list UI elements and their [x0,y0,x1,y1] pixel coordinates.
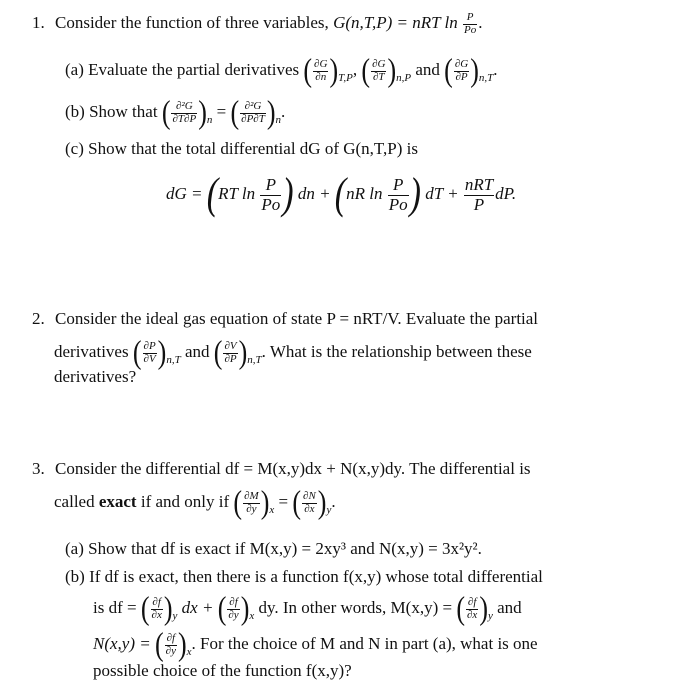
q1a-d2-sub: n,P [396,71,412,84]
q1b-l-sub: n [206,113,213,126]
q1b-r-num: ∂²G [244,99,262,112]
q1-function: G(n,T,P) = nRT ln [333,12,458,32]
q1a-label: (a) [65,59,84,79]
q3a-text: Show that df is exact if M(x,y) = 2xy³ and N(x,y) = 3x²y². [88,539,482,558]
eq-t3-num: nRT [464,175,494,194]
eq-t1-frac [260,176,281,214]
q3b-f2-num: ∂f [229,595,238,608]
q2-deriv-2 [223,341,237,365]
q3-r-sub: y [326,503,332,516]
q1a-d3-num: ∂G [454,57,469,70]
q3b-line-3: N(x,y) = ( $\frac{\partial f}{\partial y}$ )$_x$. For the choice of M and N in part (a), what is one [93,626,538,663]
q1c-line [65,140,418,157]
q3-right-deriv [302,491,317,515]
q3b-line-4 [93,662,352,679]
q1c-equation: dG = (RT ln $\frac{P}{Po}$ ) dn + (nR ln $\frac{P}{Po}$ ) dT + nRT P dP. [166,170,517,219]
eq-term-2: nR ln [346,184,383,204]
q3-number: 3. [32,459,45,478]
q1-intro: Consider the function of three variables, [55,12,329,32]
q1a-and: and [415,59,440,79]
q3b-f3-sub: y [488,609,493,622]
q2-line-2: derivatives ( $\frac{\partial P}{\partial V}$ )$_{n,T}$ and ( $\frac{\partial V}{\partial P}$ )$_{n,T}$. What is the relationship between these [54,334,532,371]
q3b-label: (b) [65,567,85,586]
q3b-N: N(x,y) = [93,633,151,653]
q1b-text: Show that [89,101,158,121]
q1c-text: Show that the total differential dG of G(n,T,P) is [88,139,418,158]
q3b-dy: dy. In other words, M(x,y) = [258,597,453,617]
q3-r-num: ∂N [303,489,316,502]
q2-line2-tail: . What is the relationship between these [261,341,532,361]
q1a-d1-sub: T,P [338,71,353,84]
q1a-deriv-2 [371,59,386,83]
q3-exact-term: exact [98,491,137,511]
eq-t2-frac [388,176,409,214]
q2-number: 2. [32,309,45,328]
q1b-line: (b) Show that ( $\frac{\text{∂²G}}{\partial T\partial P}$ )$_n$ = ( $\frac{\text{∂²G}}{\partial P\partial T}$ )$_n$. [65,94,286,131]
q1-fn-frac-num: P [466,11,474,23]
q3b-f2-den: ∂y [228,608,239,621]
q1a-deriv-3 [454,59,469,83]
q3b-tail: . For the choice of M and N in part (a), what is one [191,633,538,653]
q3-r-den: ∂x [302,503,317,516]
eq-t3-den: P [464,195,494,215]
q3-iff: if and only if [140,491,230,511]
q3-l-num: ∂M [244,489,259,502]
q3b-f3-den: ∂x [467,608,478,621]
q1a-d3-den: ∂P [455,70,468,83]
q1a-text: Evaluate the partial derivatives [88,59,300,79]
eq-t3-frac [464,176,494,214]
q2-text-3: derivatives? [54,367,137,386]
q1-fn-fraction [463,12,477,36]
q3b-text-1: If df is exact, then there is a function f(x,y) whose total differential [89,567,543,586]
eq-dT: dT + [425,184,459,204]
q3b-f4-den: ∂y [165,644,176,657]
q1b-r-sub: n [275,113,282,126]
q3b-f4-num: ∂f [166,631,176,644]
q1a-d1-num: ∂G [314,57,328,70]
eq-t2-num: P [392,175,404,194]
q3-l-den: ∂y [243,503,260,516]
q3a-line [65,540,482,557]
q2-text-1: Consider the ideal gas equation of state P = nRT/V. Evaluate the partial [55,309,539,328]
eq-t2-den: Po [388,194,408,214]
eq-t1-den: Po [261,194,281,214]
q2-line-1 [32,310,538,327]
q1a-d2-den: ∂T [372,70,385,83]
q3b-and: and [497,597,522,617]
eq-dn: dn + [297,184,331,204]
q1-fn-frac-den: Po [463,23,477,36]
q2-d1-den: ∂V [143,352,156,365]
q3b-line-1 [65,568,543,585]
q1b-l-num: ∂²G [176,99,193,112]
q3b-last: possible choice of the function f(x,y)? [93,661,352,680]
q1a-line: (a) Evaluate the partial derivatives ( $\frac{\partial G}{\partial n}$ )$_{T,P}$, ( $\frac{\partial G}{\partial T}$ )$_{n,P}$ and ( $\frac{\partial G}{\partial P}$ )$_{n,T}$. [65,52,498,89]
q1b-left-deriv [171,101,197,125]
q2-deriv-1 [143,341,157,365]
q1b-label: (b) [65,101,85,121]
q1b-l-den: ∂T∂P [172,112,197,125]
q3b-f2 [227,597,239,621]
q3b-f1-den: ∂x [151,608,162,621]
q2-deriv-label: derivatives [54,341,129,361]
eq-term-1: RT ln [218,184,256,204]
q1-number: 1. [32,12,45,32]
q1a-d3-sub: n,T [478,71,494,84]
q3-line-2: called exact if and only if ( $\frac{\partial M}{\partial y}$ )$_x$ = ( $\frac{\partial N}{\partial x}$ )$_y$. [54,484,336,521]
q3b-f1-num: ∂f [152,595,161,608]
q3-called: called [54,491,95,511]
q3b-f1-sub: y [172,609,178,622]
q2-d1-num: ∂P [143,339,156,352]
q3-l-sub: x [269,503,275,516]
q3b-f3 [466,597,478,621]
q1a-d2-num: ∂G [372,57,386,70]
q3b-f4 [165,633,177,657]
q3b-f1 [151,597,163,621]
q3b-f3-num: ∂f [467,595,477,608]
q1b-right-deriv [240,101,266,125]
q3b-f2-sub: x [249,609,255,622]
q3b-f4-sub: x [186,645,192,658]
q2-line-3 [54,368,136,385]
q3b-dx: dx + [181,597,214,617]
q2-d2-sub: n,T [247,353,262,366]
q1c-label: (c) [65,139,84,158]
q2-and: and [184,341,210,361]
q2-d2-num: ∂V [224,339,237,352]
eq-dP: dP. [495,184,517,204]
q2-d2-den: ∂P [224,352,237,365]
q3-left-deriv [243,491,260,515]
q1-line-1: 1. Consider the function of three variables, G(n,T,P) = nRT ln $\frac{P}{Po}$ . [32,11,483,36]
eq-lhs: dG = [166,184,203,204]
q3-text-1: Consider the differential df = M(x,y)dx + N(x,y)dy. The differential is [55,459,531,478]
q2-d1-sub: n,T [166,353,181,366]
q1a-deriv-1 [313,59,328,83]
eq-t1-num: P [265,175,276,194]
q3b-line-2: is df = ( $\frac{\partial f}{\partial x}$ )$_y$ dx + ( $\frac{\partial f}{\partial y}$ )$_x$ dy. In other words, M(x,y) = ( $\frac{\partial f}{\partial x}$ )$_y$ and [93,590,522,627]
q1b-r-den: ∂P∂T [241,112,265,125]
q3a-label: (a) [65,539,84,558]
q3-line-1 [32,460,531,477]
q1a-d1-den: ∂n [313,71,328,84]
q3b-is: is df = [93,597,137,617]
